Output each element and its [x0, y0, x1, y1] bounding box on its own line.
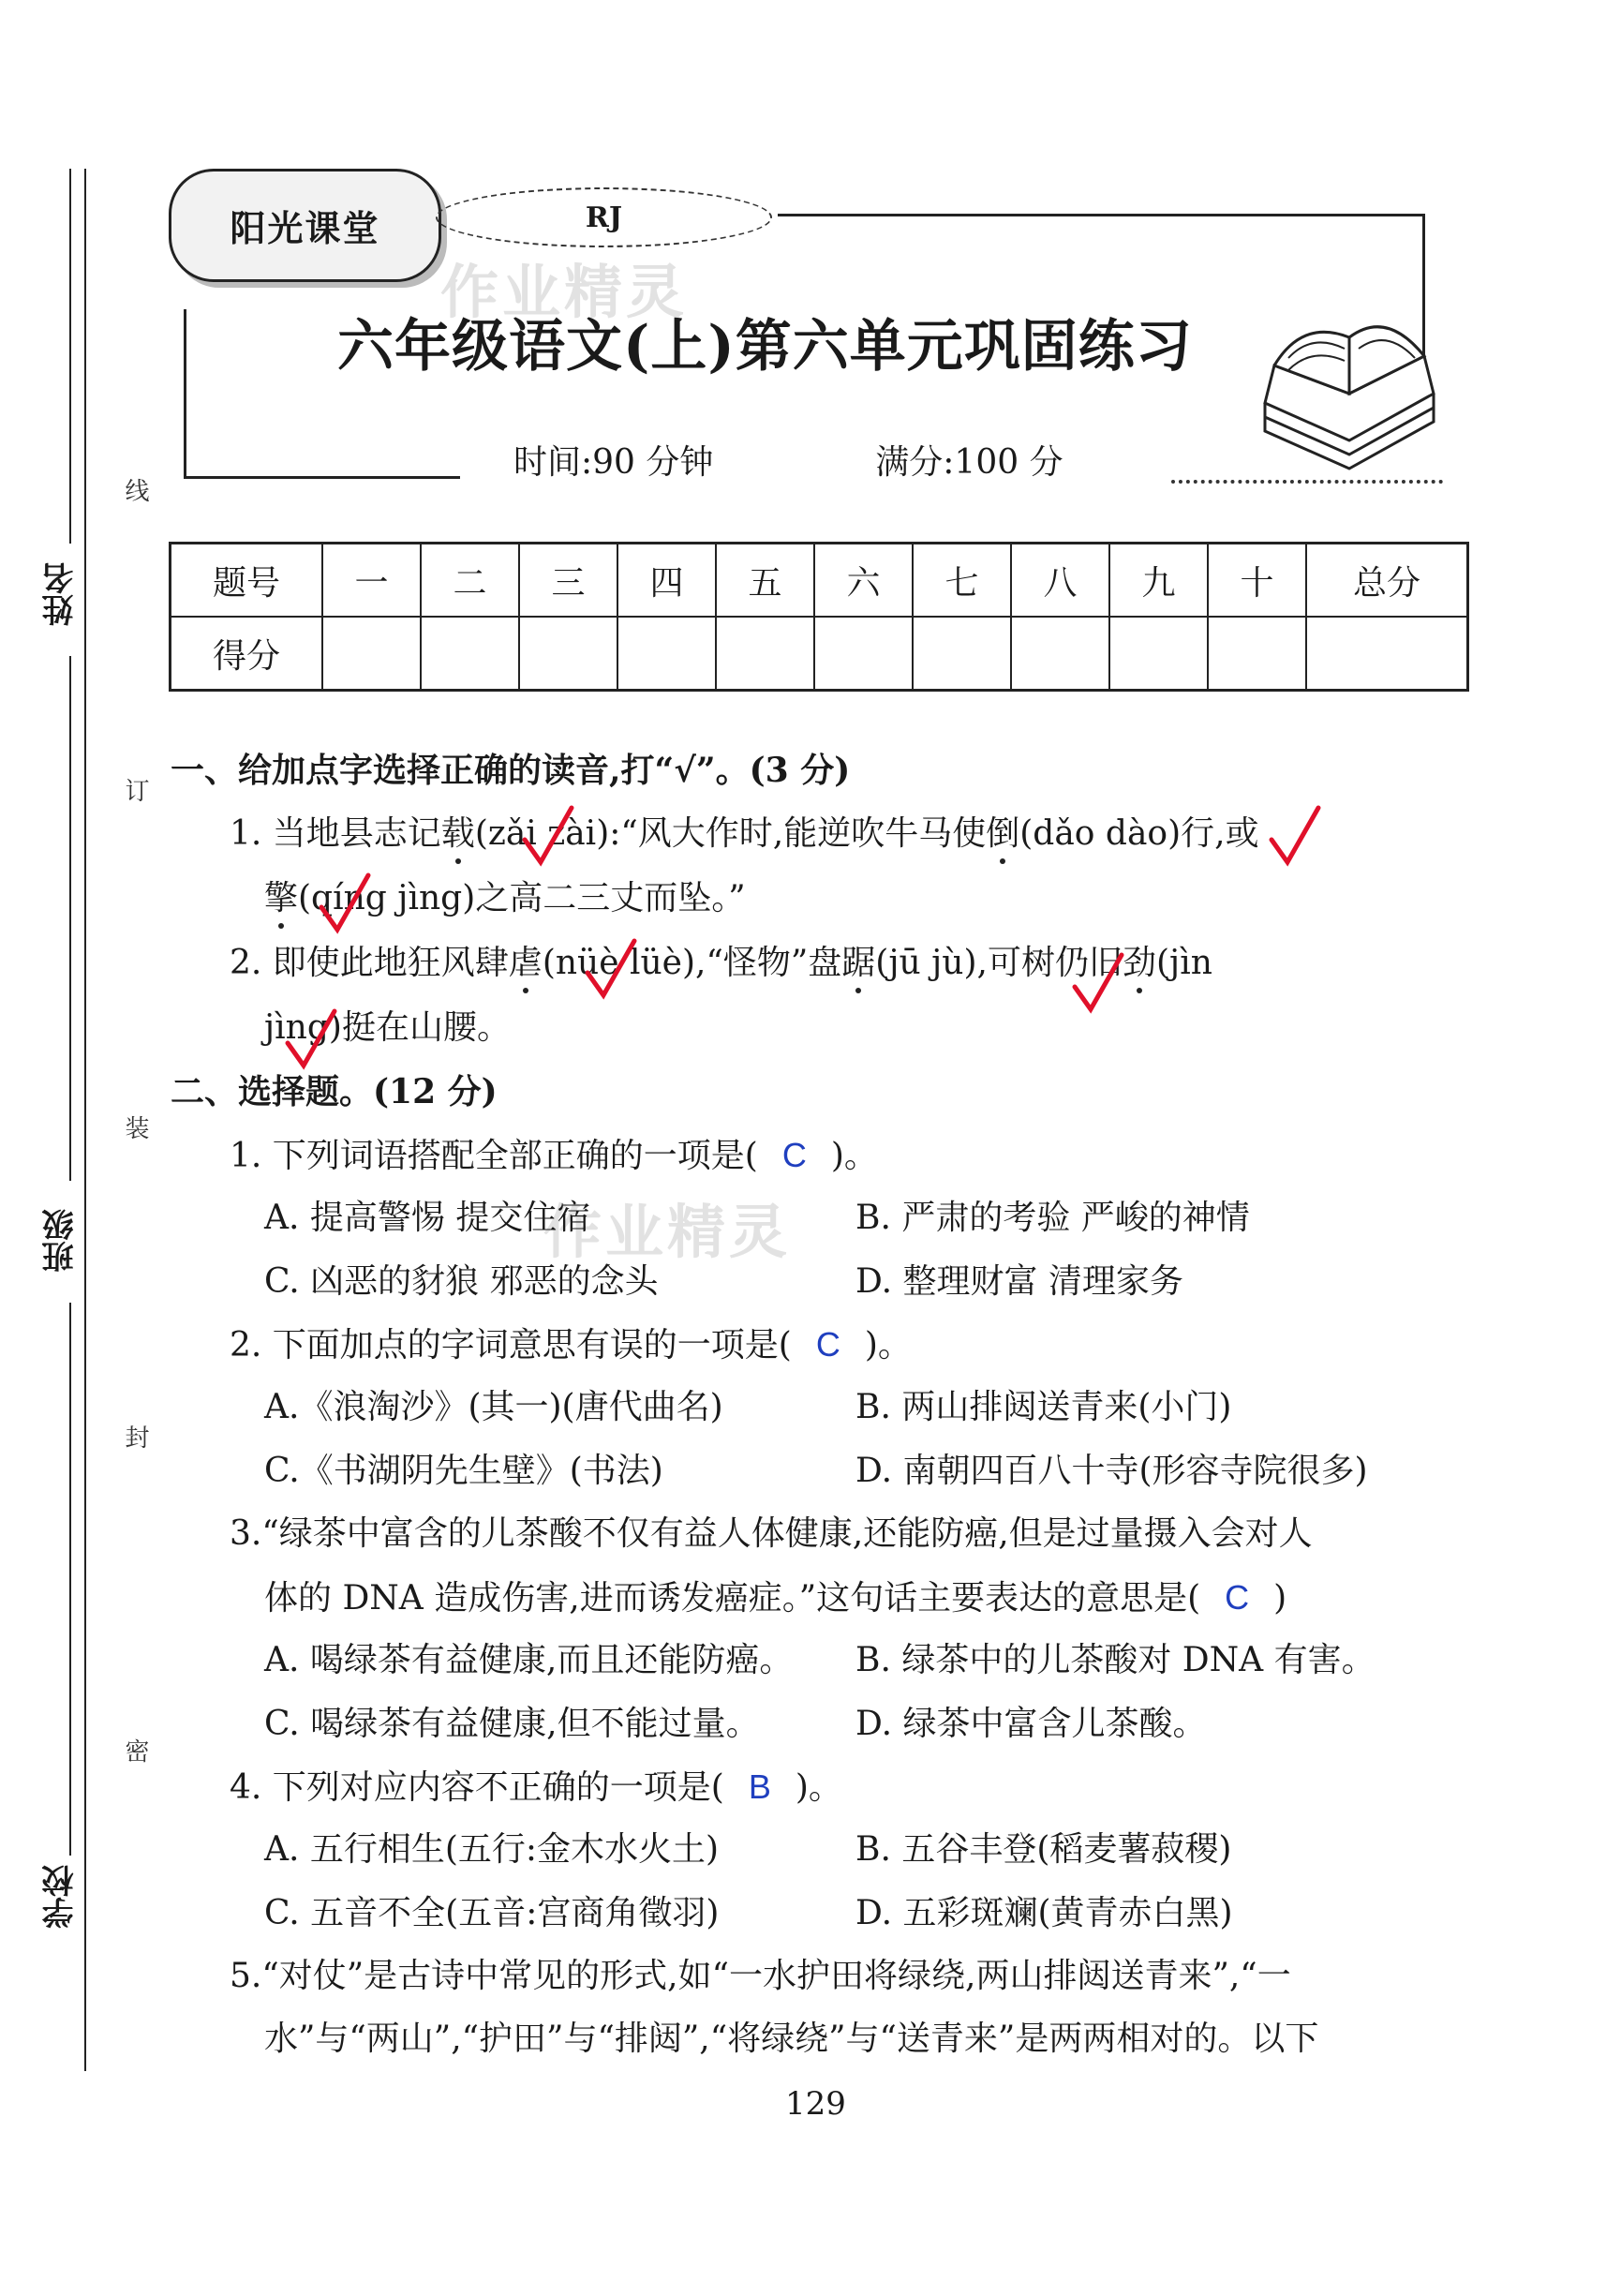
- option-b: B. 两山排闼送青来(小门): [855, 1388, 1232, 1426]
- table-cell: 三: [519, 544, 617, 618]
- question-2-4: [230, 1765, 842, 1811]
- cut-mark: 线: [121, 478, 149, 502]
- score-input-cell[interactable]: [716, 617, 814, 691]
- table-cell: 十: [1208, 544, 1306, 618]
- text: (jìn: [1156, 944, 1212, 982]
- option-a: A. 喝绿茶有益健康,而且还能防癌。: [264, 1641, 794, 1679]
- table-cell: 题号: [171, 544, 323, 618]
- cut-mark: 订: [121, 778, 149, 802]
- question-1-1-line1: [230, 812, 1259, 857]
- check-mark-icon: [583, 937, 639, 1003]
- text: (nüè lüè),“怪物”盘: [542, 944, 842, 982]
- watermark: 作业精灵: [440, 258, 689, 326]
- watermark: 作业精灵: [543, 1198, 792, 1266]
- score-input-cell[interactable]: [421, 617, 519, 691]
- text: )。: [795, 1768, 842, 1807]
- name-underline: [69, 169, 71, 544]
- table-cell: 八: [1011, 544, 1109, 618]
- section2-heading: 二、选择题。(12 分): [171, 1072, 498, 1111]
- option-b: B. 绿茶中的儿茶酸对 DNA 有害。: [855, 1641, 1376, 1679]
- logo-text: 阳光课堂: [230, 208, 380, 249]
- text: 2. 即使此地狂风肆: [230, 944, 509, 982]
- text: 体的 DNA 造成伤害,进而诱发癌症。”这句话主要表达的意思是(: [264, 1579, 1201, 1618]
- option-c: C. 喝绿茶有益健康,但不能过量。: [264, 1705, 760, 1743]
- option-a: A. 提高警惕 提交住宿: [264, 1199, 591, 1237]
- table-cell: 一: [322, 544, 421, 618]
- table-cell: 九: [1109, 544, 1208, 618]
- text: (jū jù),可树仍旧: [875, 944, 1123, 982]
- option-a: A.《浪淘沙》(其一)(唐代曲名): [264, 1388, 723, 1426]
- text: )。: [830, 1137, 878, 1175]
- page-title: 六年级语文(上)第六单元巩固练习: [337, 314, 1193, 380]
- emphasis-char: 劲: [1123, 941, 1156, 986]
- table-cell: 五: [716, 544, 814, 618]
- text: )。: [864, 1326, 912, 1364]
- score-input-cell[interactable]: [1109, 617, 1208, 691]
- option-a: A. 五行相生(五行:金木水火土): [264, 1830, 720, 1869]
- table-row: [171, 544, 1468, 618]
- option-d: D. 五彩斑斓(黄青赤白黑): [855, 1894, 1233, 1932]
- option-d: D. 整理财富 清理家务: [855, 1262, 1183, 1301]
- score-input-cell[interactable]: [1208, 617, 1306, 691]
- question-2-5-line1: 5.“对仗”是古诗中常见的形式,如“一水护田将绿绕,两山排闼送青来”,“一: [230, 1957, 1291, 1995]
- score-input-cell[interactable]: [1306, 617, 1468, 691]
- check-mark-icon: [1070, 951, 1126, 1017]
- table-cell: 六: [814, 544, 913, 618]
- cut-mark: 封: [121, 1424, 149, 1449]
- check-mark-icon: [317, 872, 373, 937]
- check-mark-icon: [1267, 804, 1323, 870]
- header-frame-top: [778, 214, 1424, 216]
- score-table: [169, 542, 1469, 692]
- edition-badge: RJ: [436, 187, 772, 247]
- school-underline: [69, 1303, 71, 1856]
- text: ): [1273, 1579, 1287, 1618]
- answer-text: C: [815, 1325, 840, 1364]
- emphasis-char: 倒: [986, 812, 1019, 857]
- text: 2. 下面加点的字词意思有误的一项是(: [230, 1326, 792, 1364]
- emphasis-char: 擎: [264, 876, 298, 921]
- exam-meta: [513, 436, 1063, 484]
- question-2-5-line2: 水”与“两山”,“护田”与“排闼”,“将绿绕”与“送青来”是两两相对的。以下: [264, 2020, 1319, 2058]
- table-cell: 得分: [171, 617, 323, 691]
- class-label: 班级: [42, 1209, 80, 1273]
- emphasis-char: 踞: [841, 941, 875, 986]
- page-number: 129: [785, 2085, 846, 2123]
- question-2-1: [230, 1133, 878, 1179]
- text: 4. 下列对应内容不正确的一项是(: [230, 1768, 724, 1807]
- option-b: B. 严肃的考验 严峻的神情: [855, 1199, 1250, 1237]
- time-limit: 时间:90 分钟: [513, 443, 714, 482]
- header-frame-left: [184, 309, 186, 478]
- option-c: C. 凶恶的豺狼 邪恶的念头: [264, 1262, 659, 1301]
- score-input-cell[interactable]: [322, 617, 421, 691]
- option-b: B. 五谷丰登(稻麦薯菽稷): [855, 1830, 1232, 1869]
- score-input-cell[interactable]: [519, 617, 617, 691]
- binding-line: [84, 169, 86, 2071]
- text: 1. 当地县志记: [230, 814, 441, 853]
- text: (zǎi zài):“风大作时,能逆吹牛马使: [474, 814, 987, 853]
- table-cell: 总分: [1306, 544, 1468, 618]
- text: (qíng jìng)之高二三丈而坠。”: [298, 879, 746, 917]
- text: (dǎo dào)行,或: [1019, 814, 1259, 853]
- section1-heading: 一、给加点字选择正确的读音,打“√”。(3 分): [171, 751, 851, 790]
- table-cell: 二: [421, 544, 519, 618]
- option-d: D. 绿茶中富含儿茶酸。: [855, 1705, 1207, 1743]
- score-input-cell[interactable]: [617, 617, 716, 691]
- school-label: 学校: [42, 1865, 80, 1929]
- brand-logo: [169, 169, 441, 282]
- score-input-cell[interactable]: [913, 617, 1011, 691]
- cut-mark: 密: [121, 1738, 149, 1763]
- question-1-2-line1: [230, 941, 1212, 986]
- check-mark-icon: [520, 804, 576, 870]
- open-book-icon: [1246, 300, 1452, 487]
- header-frame-bottom: [184, 476, 460, 479]
- answer-text: C: [781, 1136, 807, 1174]
- class-underline: [69, 656, 71, 1181]
- table-cell: 四: [617, 544, 716, 618]
- name-label: 姓名: [42, 562, 80, 626]
- table-row: [171, 617, 1468, 691]
- score-input-cell[interactable]: [814, 617, 913, 691]
- option-c: C.《书湖阴先生壁》(书法): [264, 1452, 663, 1490]
- question-1-2-line2: jìng)挺在山腰。: [264, 1008, 511, 1047]
- question-2-2: [230, 1322, 912, 1368]
- check-mark-icon: [283, 1007, 339, 1073]
- answer-text: B: [748, 1767, 771, 1806]
- cut-mark: 装: [121, 1115, 149, 1140]
- text: 1. 下列词语搭配全部正确的一项是(: [230, 1137, 758, 1175]
- full-score: 满分:100 分: [875, 443, 1063, 482]
- option-c: C. 五音不全(五音:宫商角徵羽): [264, 1894, 720, 1932]
- emphasis-char: 虐: [509, 941, 543, 986]
- question-2-3-line1: 3.“绿茶中富含的儿茶酸不仅有益人体健康,还能防癌,但是过量摄入会对人: [230, 1514, 1313, 1553]
- answer-text: C: [1225, 1578, 1250, 1617]
- emphasis-char: 载: [441, 812, 475, 857]
- option-d: D. 南朝四百八十寺(形容寺院很多): [855, 1452, 1368, 1490]
- score-input-cell[interactable]: [1011, 617, 1109, 691]
- table-cell: 七: [913, 544, 1011, 618]
- question-2-3-line2: [264, 1575, 1286, 1621]
